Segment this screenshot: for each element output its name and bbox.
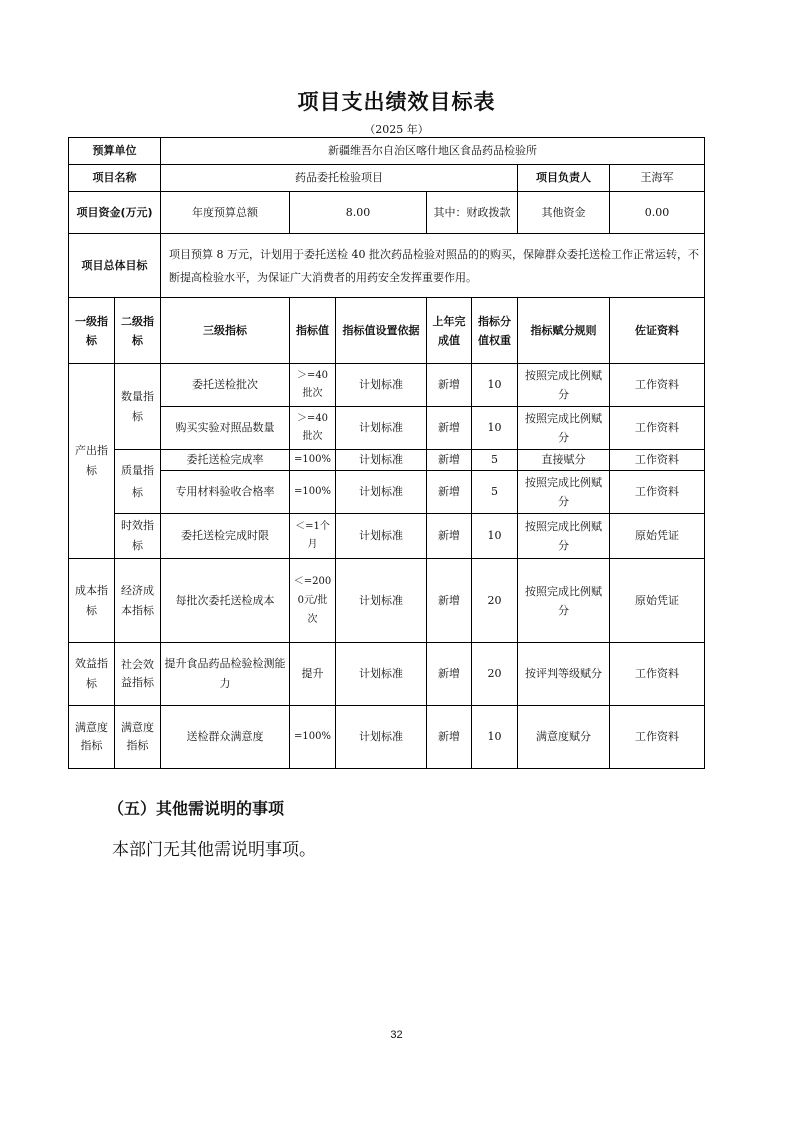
indicator-basis: 计划标准 <box>336 471 427 514</box>
indicator-rule: 按照完成比例赋分 <box>518 471 610 514</box>
header-value: 指标值 <box>290 298 336 364</box>
indicator-name: 购买实验对照品数量 <box>161 407 290 450</box>
header-level2: 二级指标 <box>115 298 161 364</box>
section-heading: （五）其他需说明的事项 <box>108 799 285 818</box>
indicator-value: ＜=1个月 <box>290 514 336 559</box>
table-row <box>69 407 705 450</box>
indicator-value: =100% <box>290 450 336 471</box>
goal-row <box>69 234 705 298</box>
indicator-basis: 计划标准 <box>336 364 427 407</box>
group-econ-cost: 经济成本指标 <box>115 559 161 643</box>
indicator-weight: 10 <box>472 364 518 407</box>
project-name-row <box>69 165 705 192</box>
leader-label: 项目负责人 <box>518 165 610 192</box>
indicator-evidence: 工作资料 <box>610 706 705 769</box>
indicator-value: =100% <box>290 706 336 769</box>
group-cost: 成本指标 <box>69 559 115 643</box>
performance-target-table <box>68 137 705 769</box>
header-weight: 指标分值权重 <box>472 298 518 364</box>
indicator-basis: 计划标准 <box>336 514 427 559</box>
indicator-name: 提升食品药品检验检测能力 <box>161 643 290 706</box>
indicator-weight: 10 <box>472 706 518 769</box>
indicator-basis: 计划标准 <box>336 706 427 769</box>
funds-label: 项目资金(万元) <box>69 192 161 234</box>
indicator-name: 专用材料验收合格率 <box>161 471 290 514</box>
page-number: 32 <box>390 1029 403 1041</box>
group-benefit: 效益指标 <box>69 643 115 706</box>
indicator-name: 送检群众满意度 <box>161 706 290 769</box>
header-level1: 一级指标 <box>69 298 115 364</box>
goal-text: 项目预算 8 万元，计划用于委托送检 40 批次药品检验对照品的的购买，保障群众委托送检工作正常运转，不断提高检验水平，为保证广大消费者的用药安全发挥重要作用。 <box>161 234 705 298</box>
indicator-name: 每批次委托送检成本 <box>161 559 290 643</box>
header-level3: 三级指标 <box>161 298 290 364</box>
indicator-last-year: 新增 <box>427 450 472 471</box>
indicator-evidence: 原始凭证 <box>610 559 705 643</box>
indicator-rule: 按评判等级赋分 <box>518 643 610 706</box>
budget-unit-value: 新疆维吾尔自治区喀什地区食品药品检验所 <box>161 138 705 165</box>
leader-value: 王海军 <box>610 165 705 192</box>
indicator-evidence: 工作资料 <box>610 471 705 514</box>
header-basis: 指标值设置依据 <box>336 298 427 364</box>
group-output: 产出指标 <box>69 364 115 559</box>
section-text: 本部门无其他需说明事项。 <box>112 840 316 860</box>
indicator-value: ＜=2000元/批次 <box>290 559 336 643</box>
indicator-rule: 满意度赋分 <box>518 706 610 769</box>
indicator-rule: 按照完成比例赋分 <box>518 407 610 450</box>
annual-total-label: 年度预算总额 <box>161 192 290 234</box>
indicator-basis: 计划标准 <box>336 450 427 471</box>
indicator-weight: 5 <box>472 450 518 471</box>
indicator-weight: 20 <box>472 643 518 706</box>
other-funds-label: 其他资金 <box>518 192 610 234</box>
budget-unit-row <box>69 138 705 165</box>
group-quantity: 数量指标 <box>115 364 161 450</box>
indicator-evidence: 工作资料 <box>610 643 705 706</box>
indicator-last-year: 新增 <box>427 559 472 643</box>
year-subtitle: （2025 年） <box>364 123 429 136</box>
indicator-value: ＞=40批次 <box>290 407 336 450</box>
indicator-last-year: 新增 <box>427 706 472 769</box>
indicator-rule: 按照完成比例赋分 <box>518 514 610 559</box>
goal-label: 项目总体目标 <box>69 234 161 298</box>
indicator-name: 委托送检完成率 <box>161 450 290 471</box>
fiscal-label: 其中：财政拨款 <box>427 192 518 234</box>
indicator-evidence: 工作资料 <box>610 450 705 471</box>
indicator-rule: 按照完成比例赋分 <box>518 364 610 407</box>
indicator-evidence: 工作资料 <box>610 364 705 407</box>
table-row <box>69 514 705 559</box>
indicator-rule: 直接赋分 <box>518 450 610 471</box>
indicator-basis: 计划标准 <box>336 559 427 643</box>
group-satisfaction: 满意度指标 <box>69 706 115 769</box>
indicator-weight: 10 <box>472 407 518 450</box>
table-row <box>69 364 705 407</box>
indicator-name: 委托送检完成时限 <box>161 514 290 559</box>
project-name-value: 药品委托检验项目 <box>161 165 518 192</box>
indicator-weight: 5 <box>472 471 518 514</box>
table-row <box>69 471 705 514</box>
indicator-basis: 计划标准 <box>336 643 427 706</box>
indicator-value: 提升 <box>290 643 336 706</box>
table-row <box>69 706 705 769</box>
funds-row <box>69 192 705 234</box>
indicator-last-year: 新增 <box>427 471 472 514</box>
indicator-last-year: 新增 <box>427 407 472 450</box>
header-rule: 指标赋分规则 <box>518 298 610 364</box>
indicator-rule: 按照完成比例赋分 <box>518 559 610 643</box>
table-row <box>69 559 705 643</box>
indicator-weight: 20 <box>472 559 518 643</box>
table-row <box>69 450 705 471</box>
header-row <box>69 298 705 364</box>
group-satisfaction-sub: 满意度指标 <box>115 706 161 769</box>
indicator-last-year: 新增 <box>427 364 472 407</box>
project-name-label: 项目名称 <box>69 165 161 192</box>
other-funds-value: 0.00 <box>610 192 705 234</box>
header-last-year: 上年完成值 <box>427 298 472 364</box>
indicator-last-year: 新增 <box>427 643 472 706</box>
indicator-value: ＞=40批次 <box>290 364 336 407</box>
budget-unit-label: 预算单位 <box>69 138 161 165</box>
group-timeliness: 时效指标 <box>115 514 161 559</box>
annual-total-value: 8.00 <box>290 192 427 234</box>
header-evidence: 佐证资料 <box>610 298 705 364</box>
indicator-last-year: 新增 <box>427 514 472 559</box>
indicator-evidence: 工作资料 <box>610 407 705 450</box>
indicator-basis: 计划标准 <box>336 407 427 450</box>
indicator-evidence: 原始凭证 <box>610 514 705 559</box>
page-title: 项目支出绩效目标表 <box>297 90 496 114</box>
group-quality: 质量指标 <box>115 450 161 514</box>
indicator-name: 委托送检批次 <box>161 364 290 407</box>
indicator-value: =100% <box>290 471 336 514</box>
group-social-benefit: 社会效益指标 <box>115 643 161 706</box>
table-row <box>69 643 705 706</box>
indicator-weight: 10 <box>472 514 518 559</box>
